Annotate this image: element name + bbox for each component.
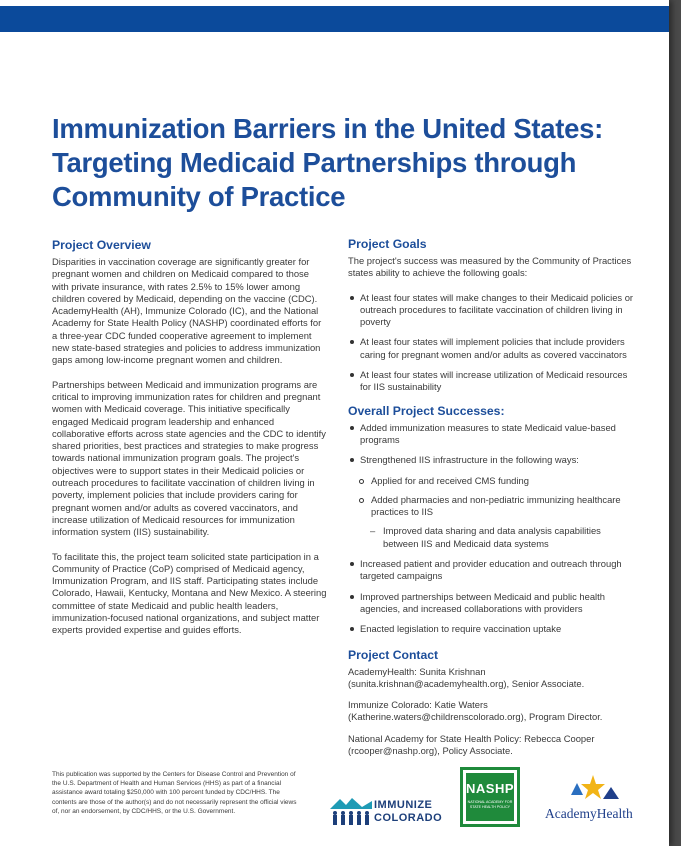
academyhealth-logo bbox=[545, 773, 640, 825]
success-item: Improved partnerships between Medicaid and public health agencies, and increased collaborations with providers bbox=[348, 591, 638, 616]
success-subsubitem: – Improved data sharing and data analysis capabilities between IIS and Medicaid data systems bbox=[348, 525, 638, 550]
academyhealth-word: AcademyHealth bbox=[545, 806, 633, 821]
success-item: Strengthened IIS infrastructure in the following ways: bbox=[348, 454, 638, 466]
goals-heading: Project Goals bbox=[348, 237, 427, 251]
contact-entry: National Academy for State Health Policy: Rebecca Cooper (rcooper@nashp.org), Policy Associate. bbox=[348, 732, 595, 757]
success-item: Enacted legislation to require vaccination uptake bbox=[348, 623, 638, 635]
right-column bbox=[348, 237, 638, 766]
title-line: Community of Practice bbox=[52, 181, 346, 212]
title-line: Targeting Medicaid Partnerships through bbox=[52, 147, 577, 178]
goal-item: At least four states will increase utilization of Medicaid resources for IIS sustainability bbox=[348, 369, 638, 394]
overview-paragraph: Partnerships between Medicaid and immunization programs are critical to improving immunization rates for children and pregnant women with Medicaid coverage. This initiative specifically engaged Medicaid program leadership and enhanced collaborative efforts across state agencies and the CDC to identify shared priorities, best practices and strategies to make progress towards national immunization program goals. The project's objectives were to support states in their Medicaid policies or outreach procedures to facilitate vaccination of children living in poverty, implement policies that include providers caring for pregnant women and/or adults as covered vaccinators, and increase utilization of Medicaid resources for immunization information system (IIS) sustainability. bbox=[52, 378, 326, 538]
academyhealth-star-icon bbox=[563, 773, 623, 805]
goals-intro: The project's success was measured by the Community of Practices states ability to achieve the following goals: bbox=[348, 255, 632, 279]
funding-footnote: This publication was supported by the Centers for Disease Control and Prevention of the U.S. Department of Health and Human Services (HHS) as part of a financial assistance award totaling $250,000 with 100 percent funded by CDC/HHS. The contents are those of the author(s) and do not necessarily represent the official views of, nor an endorsement, by CDC/HHS, or the U.S. Government. bbox=[52, 771, 297, 815]
nashp-logo bbox=[460, 767, 520, 827]
contact-entry: AcademyHealth: Sunita Krishnan (sunita.krishnan@academyhealth.org), Senior Associate. bbox=[348, 665, 585, 689]
top-banner bbox=[0, 6, 669, 32]
nashp-subtitle: NATIONAL ACADEMY FOR STATE HEALTH POLICY bbox=[467, 800, 513, 809]
nashp-word: NASHP bbox=[466, 781, 515, 796]
success-item: Increased patient and provider education and outreach through targeted campaigns bbox=[348, 558, 638, 583]
success-subitem: Added pharmacies and non-pediatric immunizing healthcare practices to IIS bbox=[348, 494, 638, 519]
success-subitem: Applied for and received CMS funding bbox=[348, 475, 638, 487]
overview-paragraph: Disparities in vaccination coverage are significantly greater for pregnant women and children on Medicaid compared to those with private insurance, with rates 2.5% to 15% lower among children covered by Medicaid, depending on the vaccine (CDC). AcademyHealth (AH), Immunize Colorado (IC), and the National Academy for State Health Policy (NASHP) coordinated efforts for a three-year CDC funded cooperative agreement to implement new state-based strategies and policies to address immunization gaps among low-income pregnant women and children. bbox=[52, 256, 322, 366]
success-item: Added immunization measures to state Medicaid value-based programs bbox=[348, 422, 638, 447]
page-title bbox=[52, 112, 652, 214]
colorado-word: COLORADO bbox=[374, 812, 443, 824]
overview-heading: Project Overview bbox=[52, 238, 151, 252]
title-line: Immunization Barriers in the United States: bbox=[52, 113, 603, 144]
immunize-word: IMMUNIZE bbox=[374, 799, 433, 811]
contact-entry: Immunize Colorado: Katie Waters (Katherine.waters@childrenscolorado.org), Program Director. bbox=[348, 699, 603, 723]
successes-heading: Overall Project Successes: bbox=[348, 403, 505, 418]
goal-item: At least four states will make changes to their Medicaid policies or outreach procedures to facilitate vaccination of children living in poverty bbox=[348, 292, 638, 329]
goal-item: At least four states will implement policies that include providers caring for pregnant women and/or adults as covered vaccinators bbox=[348, 336, 638, 361]
immunize-colorado-mountain-icon bbox=[330, 797, 372, 827]
successes-list bbox=[348, 422, 638, 636]
overview-paragraph: To facilitate this, the project team solicited state participation in a Community of Practice (CoP) comprised of Medicaid agency, Immunization Program, and IIS staff. Participating states include Colorado, Hawaii, Kentucky, Montana and New Mexico. A steering committee of state Medicaid and public health leaders, immunization-focused national organizations, and subject matter experts provided expertise and guides efforts. bbox=[52, 550, 327, 636]
left-column bbox=[52, 238, 328, 649]
contact-heading: Project Contact bbox=[348, 647, 439, 662]
goals-list bbox=[348, 292, 638, 394]
immunize-colorado-logo bbox=[330, 797, 445, 827]
